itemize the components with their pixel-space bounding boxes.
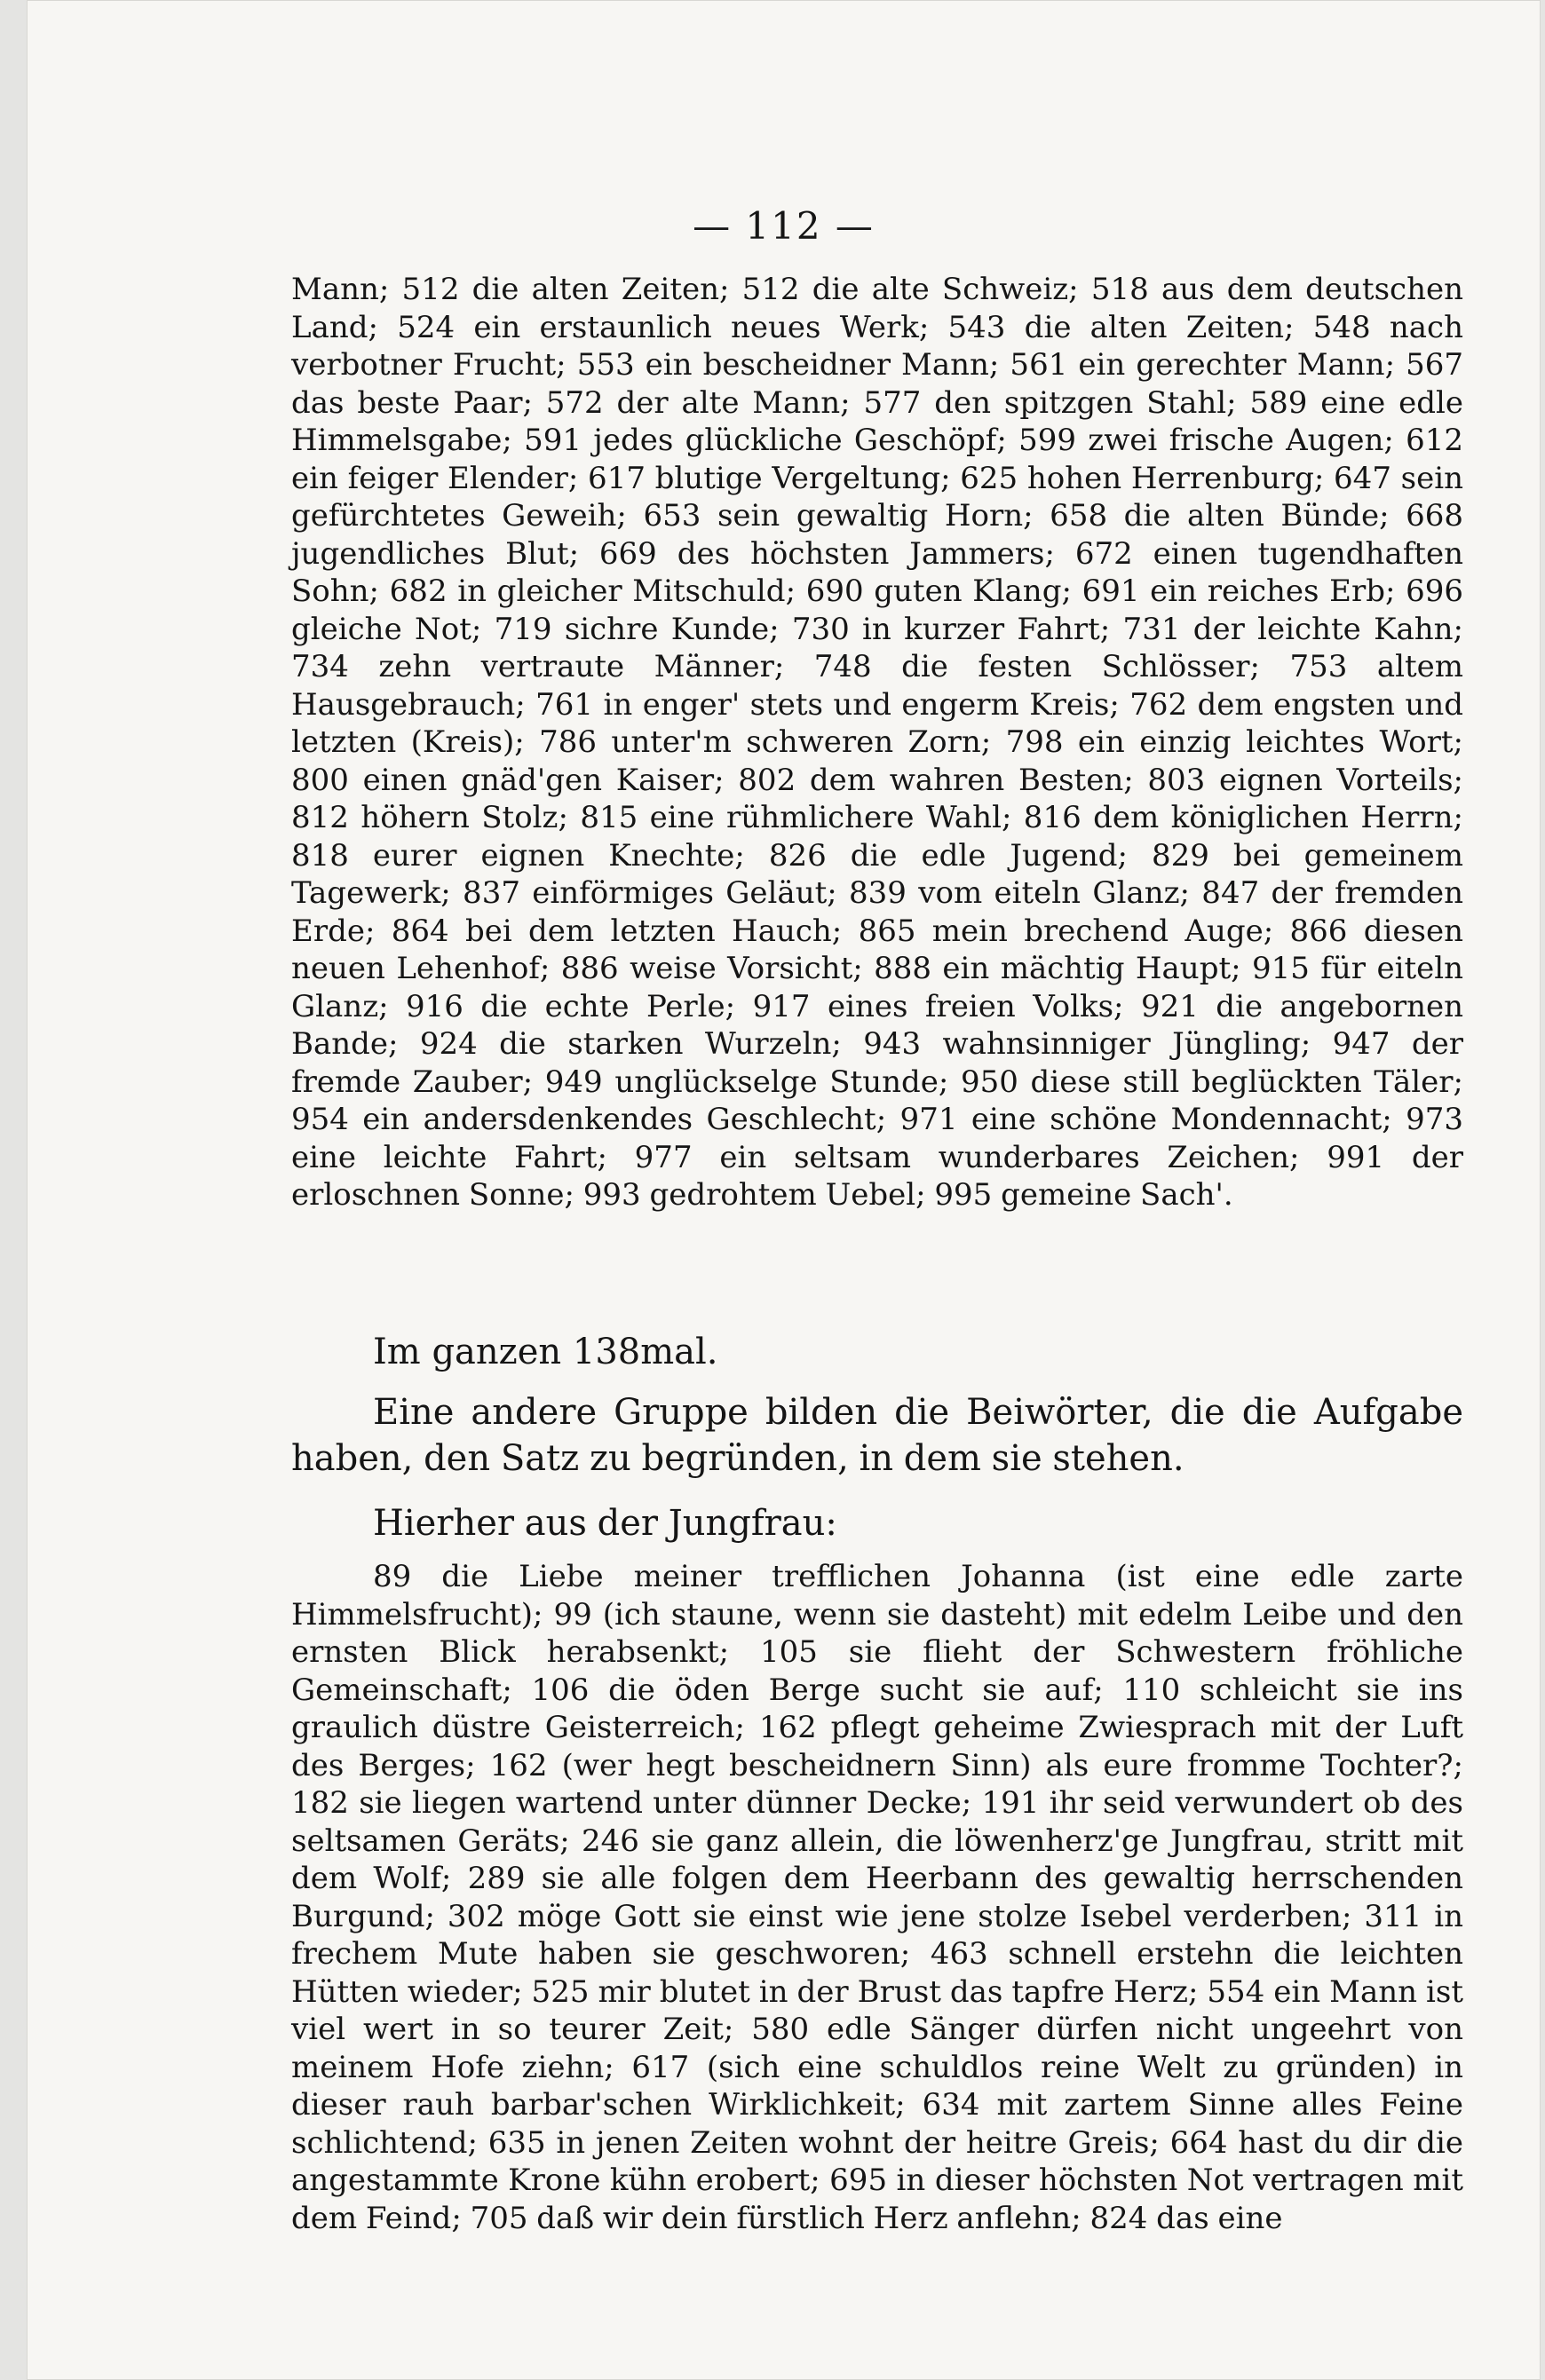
examples-paragraph: 89 die Liebe meiner trefflichen Johanna (ist eine edle zarte Himmelsfrucht); 99 (ich staune, wenn sie dasteht) mit edelm Leibe und den ernsten Blick herabsenkt; 105 sie flieht der Schwestern fröhliche Gemeinschaft; 106 die öden Berge sucht sie auf; 110 schleicht sie ins graulich düstre Geisterreich; 162 pflegt geheime Zwiesprach mit der Luft des Berges; 162 (wer hegt bescheidnern Sinn) als eure fromme Tochter?; 182 sie liegen wartend unter dünner Decke; 191 ihr seid verwundert ob des seltsamen Geräts; 246 sie ganz allein, die löwenherz'ge Jungfrau, stritt mit dem Wolf; 289 sie alle folgen dem Heerbann des gewaltig herrschenden Burgund; 302 möge Gott sie einst wie jene stolze Isebel verderben; 311 in frechem Mute haben sie geschworen; 463 schnell erstehn die leichten Hütten wieder; 525 mir blutet in der Brust das tapfre Herz; 554 ein Mann ist viel wert in so teurer Zeit; 580 edle Sänger dürfen nicht ungeehrt von meinem Hofe ziehn; 617 (sich eine schuldlos reine Welt zu gründen) in dieser rauh barbar'schen Wirklichkeit; 634 mit zartem Sinne alles Feine schlichtend; 635 in jenen Zeiten wohnt der heitre Greis; 664 hast du dir die angestammte Krone kühn erobert; 695 in dieser höchsten Not vertragen mit dem Feind; 705 daß wir dein fürstlich Herz anflehn; 824 das eine <box>291 1559 1463 2236</box>
count-line: Im ganzen 138mal. <box>373 1332 718 1372</box>
section-heading: Hierher aus der Jungfrau: <box>373 1503 837 1544</box>
text-block-heading <box>291 1500 1463 1546</box>
text-block-intro <box>291 1389 1463 1482</box>
list-paragraph: Mann; 512 die alten Zeiten; 512 die alte Schweiz; 518 aus dem deutschen Land; 524 ein erstaunlich neues Werk; 543 die alten Zeiten; 548 nach verbotner Frucht; 553 ein bescheidner Mann; 561 ein gerechter Mann; 567 das beste Paar; 572 der alte Mann; 577 den spitzgen Stahl; 589 eine edle Himmelsgabe; 591 jedes glückliche Geschöpf; 599 zwei frische Augen; 612 ein feiger Elender; 617 blutige Vergeltung; 625 hohen Herrenburg; 647 sein gefürchtetes Geweih; 653 sein gewaltig Horn; 658 die alten Bünde; 668 jugendliches Blut; 669 des höchsten Jammers; 672 einen tugendhaften Sohn; 682 in gleicher Mitschuld; 690 guten Klang; 691 ein reiches Erb; 696 gleiche Not; 719 sichre Kunde; 730 in kurzer Fahrt; 731 der leichte Kahn; 734 zehn vertraute Männer; 748 die festen Schlösser; 753 altem Hausgebrauch; 761 in enger' stets und engerm Kreis; 762 dem engsten und letzten (Kreis); 786 unter'm schweren Zorn; 798 ein einzig leichtes Wort; 800 einen gnäd'gen Kaiser; 802 dem wahren Besten; 803 eignen Vorteils; 812 höhern Stolz; 815 eine rühmlichere Wahl; 816 dem königlichen Herrn; 818 eurer eignen Knechte; 826 die edle Jugend; 829 bei gemeinem Tagewerk; 837 einförmiges Geläut; 839 vom eiteln Glanz; 847 der fremden Erde; 864 bei dem letzten Hauch; 865 mein brechend Auge; 866 diesen neuen Lehenhof; 886 weise Vorsicht; 888 ein mächtig Haupt; 915 für eiteln Glanz; 916 die echte Perle; 917 eines freien Volks; 921 die angebornen Bande; 924 die starken Wurzeln; 943 wahnsinniger Jüngling; 947 der fremde Zauber; 949 unglückselge Stunde; 950 diese still beglückten Täler; 954 ein andersdenkendes Geschlecht; 971 eine schöne Mondennacht; 973 eine leichte Fahrt; 977 ein seltsam wunderbares Zeichen; 991 der erloschnen Sonne; 993 gedrohtem Uebel; 995 gemeine Sach'. <box>291 272 1463 1213</box>
text-block-list <box>291 271 1463 1214</box>
page-number: — 112 — <box>693 204 875 248</box>
text-block-examples <box>291 1558 1463 2237</box>
intro-paragraph: Eine andere Gruppe bilden die Beiwörter, die die Aufgabe haben, den Satz zu begründen, in dem sie stehen. <box>291 1392 1463 1479</box>
book-page <box>27 0 1541 2380</box>
